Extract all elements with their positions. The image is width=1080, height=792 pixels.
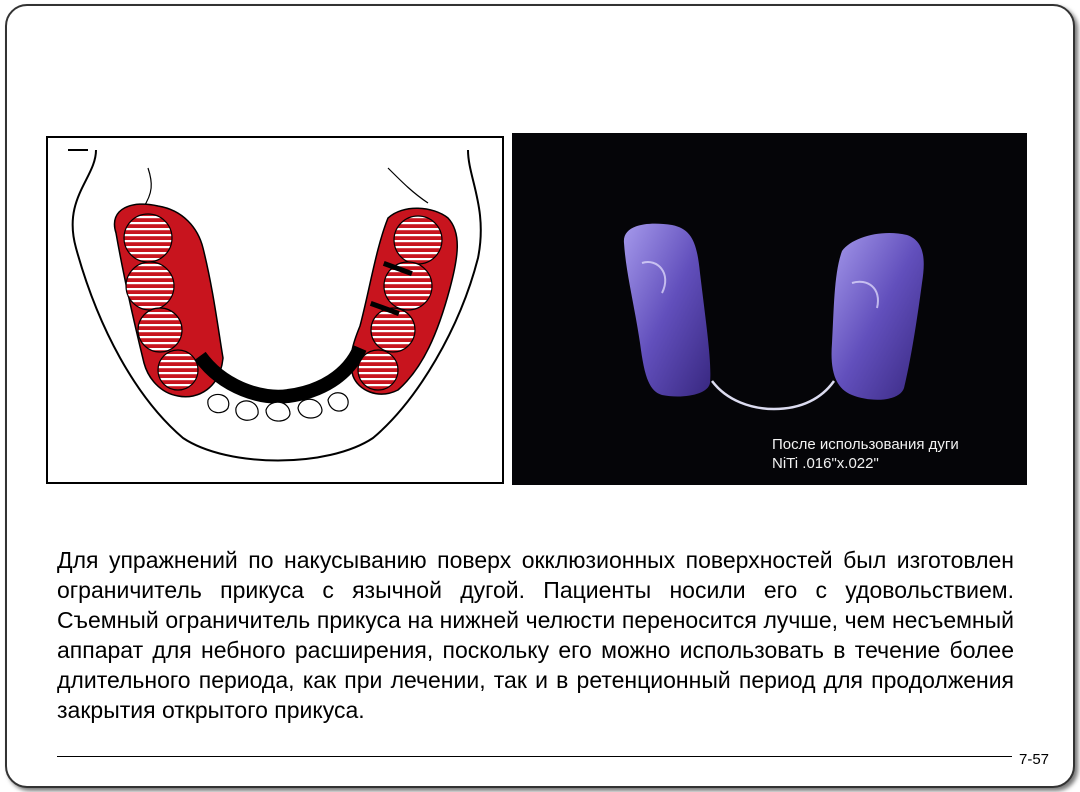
- tooth-left-2: [126, 262, 174, 310]
- incisor-4: [298, 399, 322, 418]
- tooth-right-2: [384, 262, 432, 310]
- tooth-left-1: [124, 214, 172, 262]
- tongue-line-left: [143, 168, 151, 208]
- photo-caption: [772, 435, 1022, 473]
- incisor-2: [236, 401, 258, 420]
- incisor-1: [208, 394, 229, 412]
- tongue-line-right: [388, 168, 428, 203]
- photo-left-block: [624, 224, 711, 397]
- tooth-right-3: [371, 308, 415, 352]
- photo-caption-line2: NiTi .016"x.022": [772, 455, 879, 472]
- appliance-photo: [512, 133, 1027, 485]
- tooth-left-3: [138, 308, 182, 352]
- tooth-right-4: [358, 350, 398, 390]
- tooth-left-4: [158, 350, 198, 390]
- appliance-diagram: [46, 136, 504, 484]
- photo-caption-line1: После использования дуги: [772, 436, 959, 453]
- photo-right-block: [832, 233, 924, 400]
- photo-lingual-wire: [712, 381, 834, 409]
- page-number: 7-57: [1019, 751, 1050, 768]
- footer-rule: [57, 756, 1012, 757]
- tooth-right-1: [394, 216, 442, 264]
- body-paragraph: Для упражнений по накусыванию поверх окклюзионных поверхностей был изготовлен ограничитель прикуса с язычной дугой. Пациенты носили его с удовольствием. Съемный ограничитель прикуса на нижней челюсти переносится лучше, чем несъемный аппарат для небного расширения, поскольку его можно использовать в течение более длительного периода, как при лечении, так и в ретенционный период для продолжения закрытия открытого прикуса.: [57, 547, 1014, 723]
- incisor-3: [266, 402, 290, 421]
- incisor-5: [328, 393, 348, 411]
- lingual-arch-bar: [200, 348, 360, 397]
